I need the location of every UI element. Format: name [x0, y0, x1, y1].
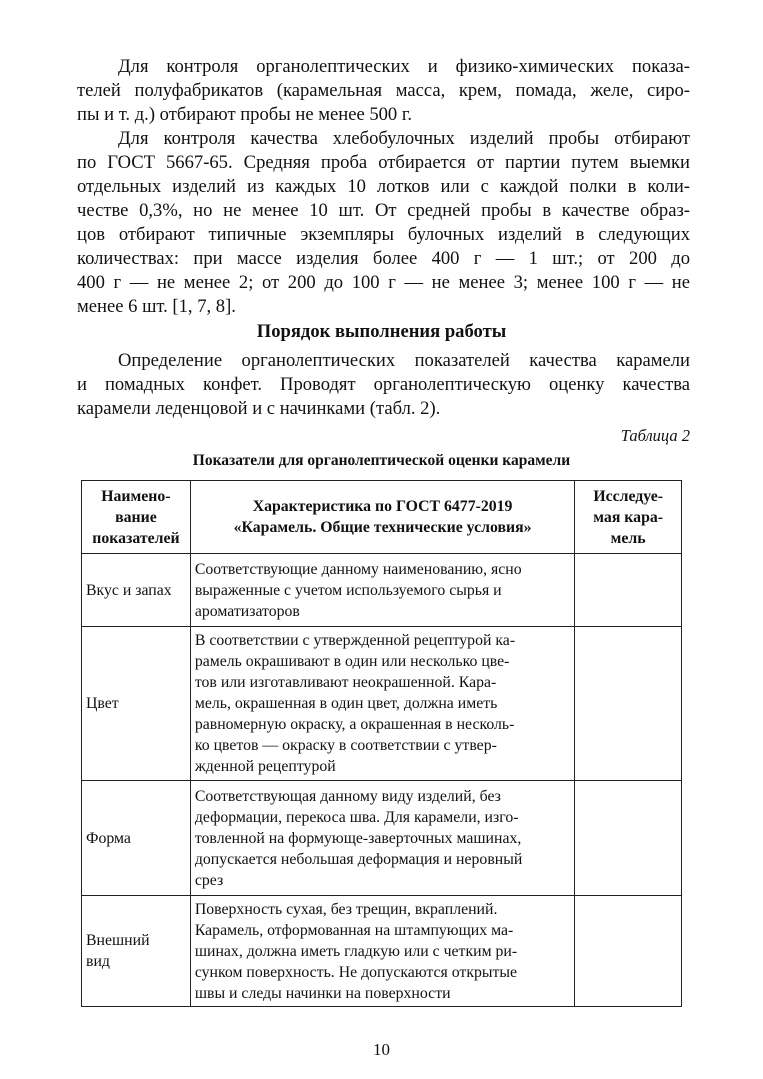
characteristic-cell: [190, 554, 574, 627]
paragraph-line: карамели леденцовой и с начинками (табл. 2).: [77, 398, 441, 419]
text-line: ко цветов — окраску в соответствии с утвер-: [194, 737, 497, 754]
text-line: Внешний: [86, 932, 150, 949]
paragraph-line: отдельных изделий из каждых 10 лотков или с каждой полки в коли-: [77, 176, 690, 197]
table-row: [82, 896, 682, 1007]
header-studied-caramel: [575, 481, 682, 554]
text-line: «Карамель. Общие технические условия»: [233, 519, 532, 536]
studied-caramel-cell[interactable]: [575, 781, 682, 896]
indicator-name-cell: [82, 554, 191, 627]
text-line: Форма: [86, 829, 131, 847]
text-line: срез: [194, 871, 224, 889]
table-row: [82, 781, 682, 896]
text-line: равномерную окраску, а окрашенная в несколь-: [194, 716, 515, 733]
table-caption: Показатели для органолептической оценки карамели: [192, 452, 571, 469]
text-line: вид: [86, 953, 110, 970]
text-line: рамель окрашивают в один или несколько цве-: [194, 653, 510, 670]
paragraph-line: 400 г — не менее 2; от 200 до 100 г — не менее 3; менее 100 г — не: [77, 272, 690, 293]
text-line: швы и следы начинки на поверхности: [194, 984, 451, 1002]
text-line: Соответствующие данному наименованию, ясно: [194, 560, 522, 578]
text-line: показателей: [92, 529, 180, 547]
table-row: [82, 554, 682, 627]
indicator-name-cell: [82, 781, 191, 896]
indicator-name-cell: [82, 896, 191, 1007]
paragraph-line: по ГОСТ 5667-65. Средняя проба отбирается от партии путем выемки: [77, 152, 690, 173]
text-line: В соответствии с утвержденной рецептурой ка-: [194, 632, 516, 649]
paragraph-line: Для контроля качества хлебобулочных изделий пробы отбирают: [118, 128, 690, 149]
text-line: тов или изготавливают неокрашенной. Кара-: [194, 674, 497, 691]
header-indicator-name: [82, 481, 191, 554]
characteristic-cell: [190, 781, 574, 896]
characteristic-cell: [190, 627, 574, 781]
text-line: шинах, должна иметь гладкую или с четким ри-: [194, 942, 518, 960]
text-line: мель: [610, 529, 646, 547]
text-line: деформации, перекоса шва. Для карамели, изго-: [194, 808, 519, 826]
table-header-row: [82, 481, 682, 554]
paragraph-procedure: [77, 349, 690, 421]
paragraph-line: и помадных конфет. Проводят органолептическую оценку качества: [77, 374, 690, 395]
indicator-name-cell: [82, 627, 191, 781]
paragraph-line: Для контроля органолептических и физико-химических показа-: [118, 56, 690, 77]
text-line: вание: [115, 508, 157, 526]
paragraph-line: Определение органолептических показателей качества карамели: [118, 350, 690, 371]
paragraph-line: цов отбирают типичные экземпляры булочных изделий в следующих: [77, 224, 690, 245]
paragraph-line: пы и т. д.) отбирают пробы не менее 500 г.: [77, 104, 413, 125]
text-line: мель, окрашенная в один цвет, должна иметь: [194, 695, 498, 712]
text-line: допускается небольшая деформация и неровный: [194, 850, 523, 868]
text-line: Карамель, отформованная на штампующих ма-: [194, 921, 514, 939]
paragraph-semifinished-sampling: [77, 55, 690, 127]
text-line: мая кара-: [593, 508, 664, 526]
page-number: 10: [373, 1040, 390, 1059]
paragraph-bakery-sampling: [77, 127, 690, 319]
table-row: [82, 627, 682, 781]
organoleptic-table: [81, 480, 682, 1007]
paragraph-line: менее 6 шт. [1, 7, 8].: [77, 296, 236, 317]
text-line: Характеристика по ГОСТ 6477-2019: [252, 498, 513, 515]
paragraph-line: телей полуфабрикатов (карамельная масса, крем, помада, желе, сиро-: [77, 80, 690, 101]
text-line: ароматизаторов: [194, 602, 300, 620]
section-heading: Порядок выполнения работы: [256, 321, 507, 342]
text-line: Вкус и запах: [86, 581, 172, 599]
studied-caramel-cell[interactable]: [575, 554, 682, 627]
text-line: жденной рецептурой: [194, 758, 336, 775]
paragraph-line: честве 0,3%, но не менее 10 шт. От средней пробы в качестве образ-: [77, 200, 690, 221]
studied-caramel-cell[interactable]: [575, 627, 682, 781]
text-line: Цвет: [86, 695, 119, 712]
table-label: Таблица 2: [620, 426, 690, 445]
text-line: сунком поверхность. Не допускаются открытые: [194, 963, 518, 981]
text-line: выраженные с учетом используемого сырья и: [194, 581, 502, 599]
text-line: Исследуе-: [593, 487, 663, 505]
studied-caramel-cell[interactable]: [575, 896, 682, 1007]
header-gost-characteristic: [190, 481, 574, 554]
paragraph-line: количествах: при массе изделия более 400 г — 1 шт.; от 200 до: [77, 248, 690, 269]
text-line: Наимено-: [101, 487, 171, 505]
text-line: Соответствующая данному виду изделий, без: [194, 787, 501, 805]
characteristic-cell: [190, 896, 574, 1007]
text-line: Поверхность сухая, без трещин, вкраплений.: [194, 900, 498, 918]
text-line: товленной на формующе-заверточных машинах,: [194, 829, 522, 847]
